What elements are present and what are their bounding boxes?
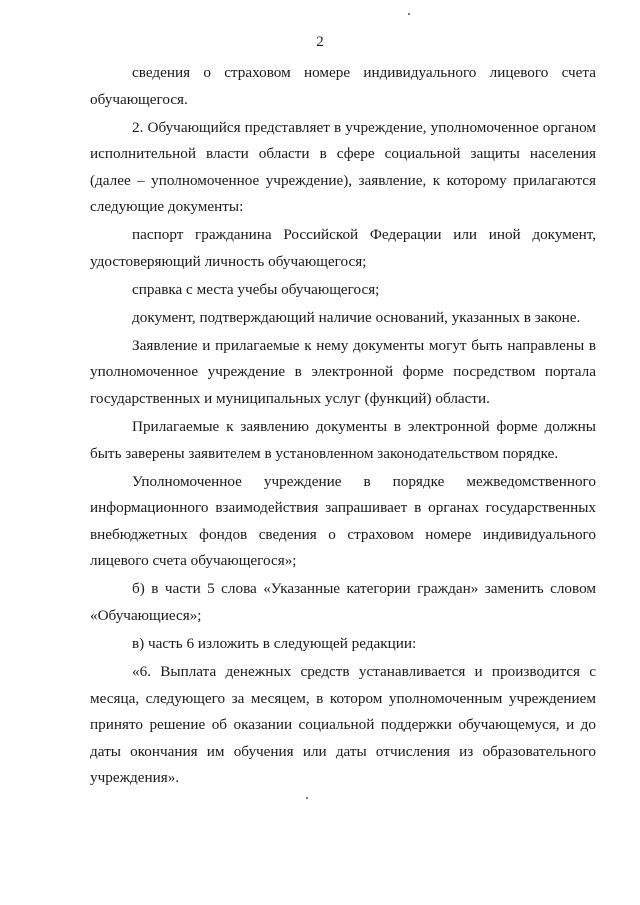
paragraph-electronic-certification: Прилагаемые к заявлению документы в электронной форме должны быть заверены заявителем в установленном законодательством порядке. <box>90 418 596 462</box>
paragraph-electronic-submission: Заявление и прилагаемые к нему документы могут быть направлены в уполномоченное учреждение в электронной форме посредством портала государственных и муниципальных услуг (функций) области. <box>90 336 596 408</box>
paragraph-snils-info: сведения о страховом номере индивидуального лицевого счета обучающегося. <box>90 64 596 108</box>
paragraph-interagency-request: Уполномоченное учреждение в порядке межведомственного информационного взаимодействия запрашивает в органах государственных внебюджетных фондов сведения о страховом номере индивидуального лицевого счета обучающегося»; <box>90 472 596 570</box>
paragraph-item-2-application: 2. Обучающийся представляет в учреждение, уполномоченное органом исполнительной власти области в сфере социальной защиты населения (далее – уполномоченное учреждение), заявление, к которому прилагаются следующие документы: <box>90 118 596 216</box>
paragraph-grounds-document: документ, подтверждающий наличие оснований, указанных в законе. <box>132 308 581 326</box>
paragraph-passport: паспорт гражданина Российской Федерации или иной документ, удостоверяющий личность обучающегося; <box>90 226 596 270</box>
scan-artifact-bottom <box>306 797 308 799</box>
paragraph-study-certificate: справка с места учебы обучающегося; <box>132 280 380 298</box>
document-body <box>90 60 596 792</box>
paragraph-amendment-b: б) в части 5 слова «Указанные категории граждан» заменить словом «Обучающиеся»; <box>90 580 596 624</box>
page-number: 2 <box>316 34 324 50</box>
scan-artifact-top <box>408 13 410 15</box>
paragraph-item-6-payment: «6. Выплата денежных средств устанавливается и производится с месяца, следующего за месяцем, в котором уполномоченным учреждением принято решение об оказании социальной поддержки обучающемуся, и до даты окончания им обучения или даты отчисления из образовательного учреждения». <box>90 662 596 787</box>
paragraph-amendment-c: в) часть 6 изложить в следующей редакции: <box>132 634 417 652</box>
